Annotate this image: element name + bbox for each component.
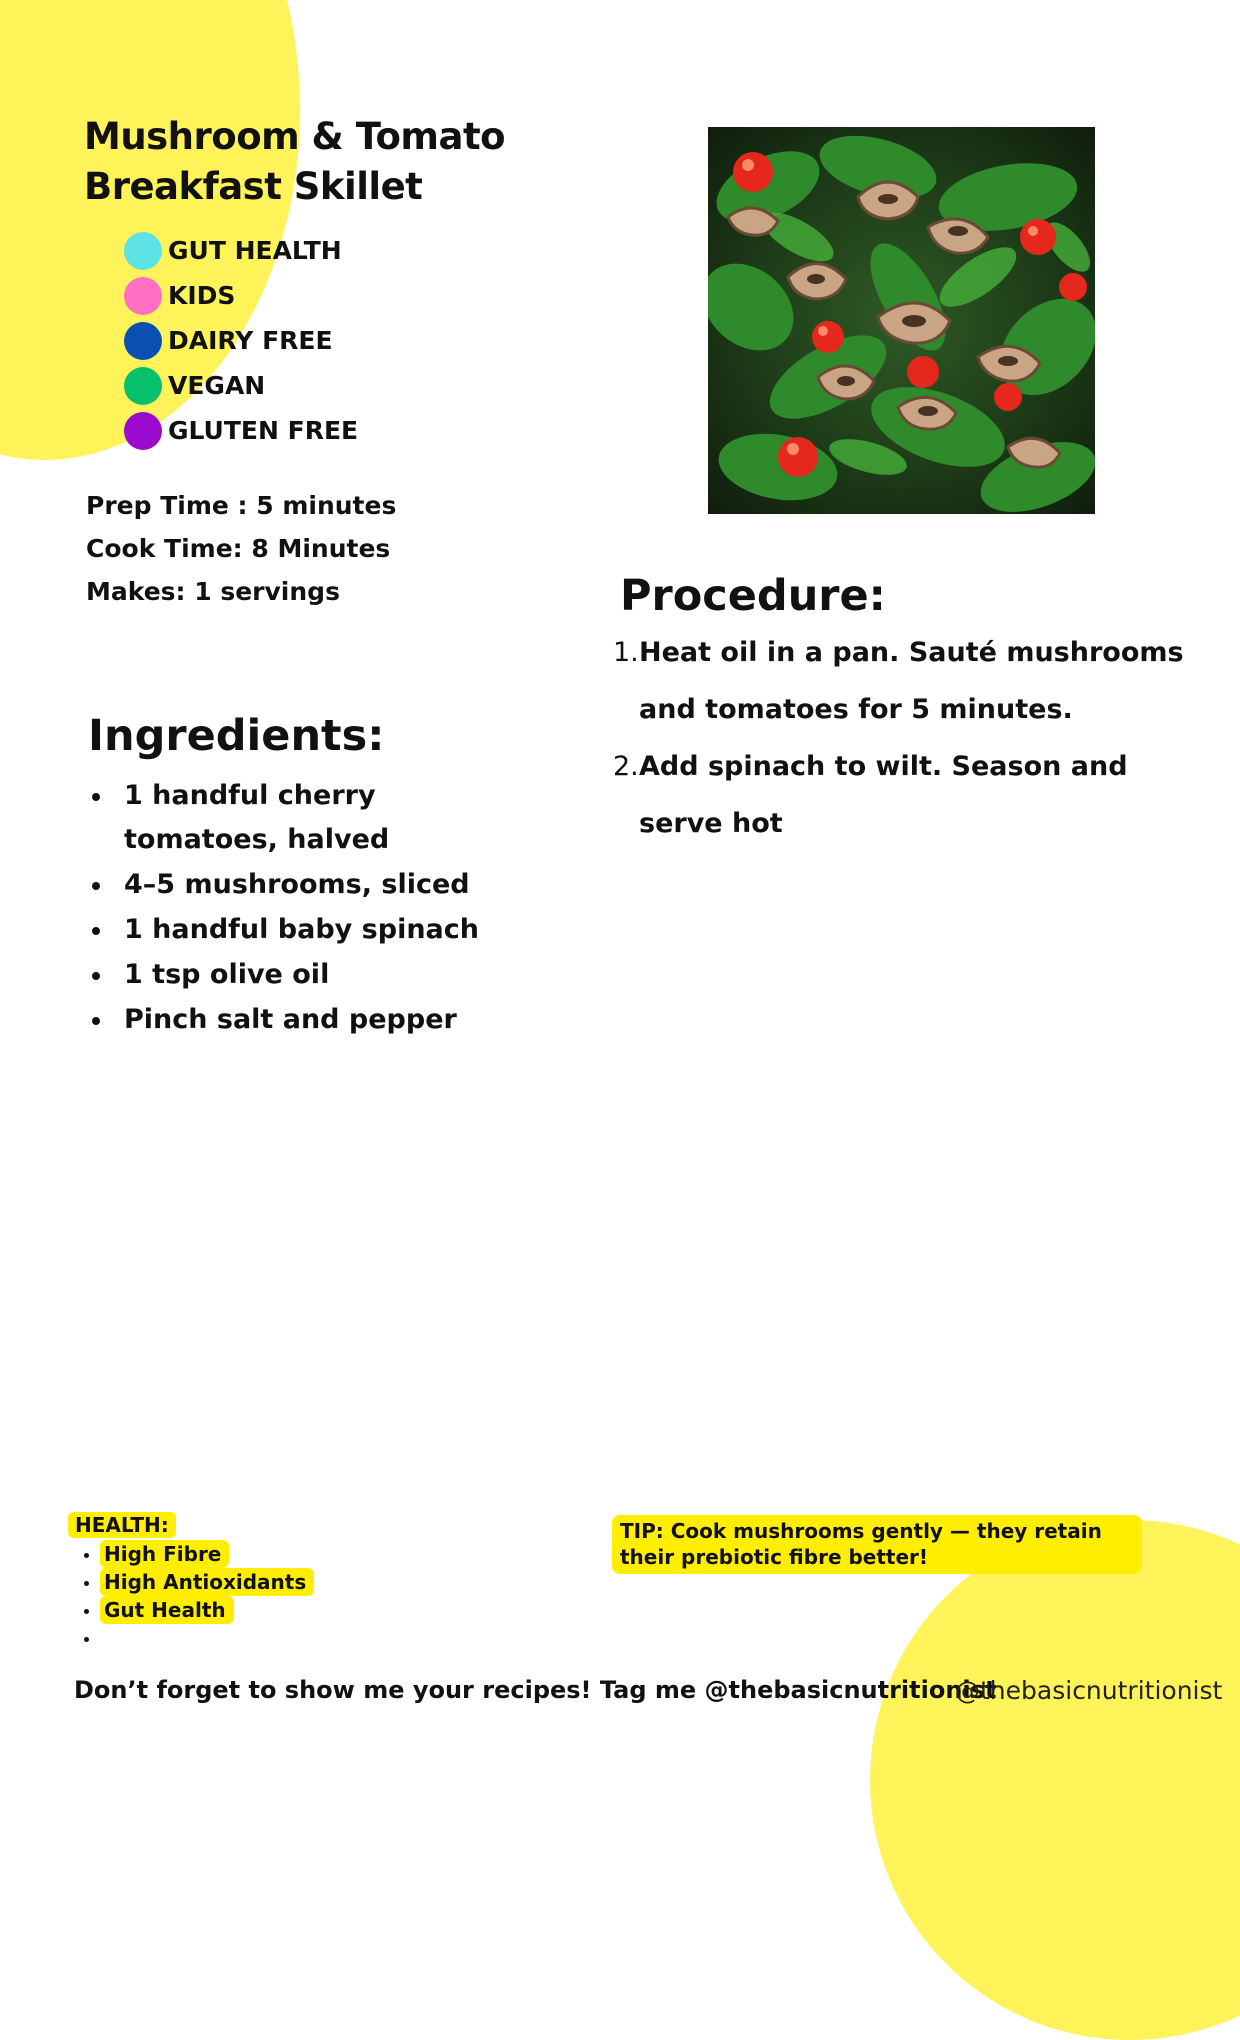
ingredient-item bbox=[88, 908, 488, 952]
recipe-title bbox=[84, 112, 505, 212]
title-line-2: Breakfast Skillet bbox=[84, 165, 423, 208]
prep-time: Prep Time : 5 minutes bbox=[86, 491, 397, 520]
health-item bbox=[68, 1540, 314, 1568]
tag-label: GLUTEN FREE bbox=[168, 416, 359, 445]
bullet-icon bbox=[84, 1609, 89, 1614]
tag-vegan bbox=[124, 363, 358, 408]
health-item-text: High Antioxidants bbox=[100, 1568, 314, 1596]
decorative-yellow-circle-bottom bbox=[870, 1520, 1240, 2040]
bullet-icon bbox=[92, 972, 100, 980]
recipe-meta bbox=[86, 484, 396, 613]
health-list bbox=[68, 1540, 314, 1652]
bullet-icon bbox=[84, 1581, 89, 1586]
bullet-icon bbox=[92, 927, 100, 935]
health-item-text: High Fibre bbox=[100, 1540, 229, 1568]
health-item bbox=[68, 1596, 314, 1624]
bullet-icon bbox=[84, 1553, 89, 1558]
bullet-icon bbox=[92, 1017, 100, 1025]
ingredient-text: 1 tsp olive oil bbox=[124, 959, 330, 990]
tag-gluten-free bbox=[124, 408, 358, 453]
procedure-step bbox=[615, 624, 1195, 738]
health-label: HEALTH: bbox=[68, 1512, 176, 1538]
procedure-step bbox=[615, 738, 1195, 852]
ingredients-heading: Ingredients: bbox=[88, 711, 385, 761]
tag-label: VEGAN bbox=[168, 371, 266, 400]
ingredient-text: 4–5 mushrooms, sliced bbox=[124, 869, 470, 900]
gluten-free-dot-icon bbox=[124, 412, 162, 450]
footer-cta: Don’t forget to show me your recipes! Tag me @thebasicnutritionist bbox=[74, 1676, 997, 1704]
social-handle: @thebasicnutritionist bbox=[955, 1676, 1223, 1705]
gut-health-dot-icon bbox=[124, 232, 162, 270]
ingredient-text: 1 handful cherry tomatoes, halved bbox=[124, 780, 390, 855]
diet-tags bbox=[124, 228, 358, 453]
step-number: 1. bbox=[613, 637, 639, 668]
bullet-icon bbox=[84, 1637, 89, 1642]
dairy-free-dot-icon bbox=[124, 322, 162, 360]
tag-gut-health bbox=[124, 228, 358, 273]
ingredient-text: 1 handful baby spinach bbox=[124, 914, 479, 945]
step-number: 2. bbox=[613, 751, 639, 782]
ingredients-list bbox=[88, 774, 488, 1043]
cook-time: Cook Time: 8 Minutes bbox=[86, 534, 391, 563]
health-item-text: Gut Health bbox=[100, 1596, 234, 1624]
bullet-icon bbox=[92, 882, 100, 890]
vegan-dot-icon bbox=[124, 367, 162, 405]
ingredient-item bbox=[88, 953, 488, 997]
ingredient-item bbox=[88, 863, 488, 907]
step-text: Add spinach to wilt. Season and serve hot bbox=[639, 751, 1128, 839]
procedure-steps bbox=[615, 624, 1195, 852]
tag-label: GUT HEALTH bbox=[168, 236, 342, 265]
tag-label: DAIRY FREE bbox=[168, 326, 333, 355]
title-line-1: Mushroom & Tomato bbox=[84, 115, 506, 158]
step-text: Heat oil in a pan. Sauté mushrooms and tomatoes for 5 minutes. bbox=[639, 637, 1184, 725]
health-item-empty bbox=[68, 1624, 314, 1652]
health-item bbox=[68, 1568, 314, 1596]
tip-callout: TIP: Cook mushrooms gently — they retain their prebiotic fibre better! bbox=[612, 1515, 1142, 1574]
skillet-food-photo bbox=[708, 127, 1095, 514]
ingredient-item bbox=[88, 774, 488, 862]
servings: Makes: 1 servings bbox=[86, 577, 340, 606]
ingredient-text: Pinch salt and pepper bbox=[124, 1004, 457, 1035]
tag-dairy-free bbox=[124, 318, 358, 363]
tag-label: KIDS bbox=[168, 281, 236, 310]
skillet-food-illustration bbox=[708, 127, 1095, 514]
health-benefits bbox=[68, 1512, 314, 1652]
kids-dot-icon bbox=[124, 277, 162, 315]
tag-kids bbox=[124, 273, 358, 318]
procedure-heading: Procedure: bbox=[620, 571, 886, 621]
ingredient-item bbox=[88, 998, 488, 1042]
bullet-icon bbox=[92, 793, 100, 801]
